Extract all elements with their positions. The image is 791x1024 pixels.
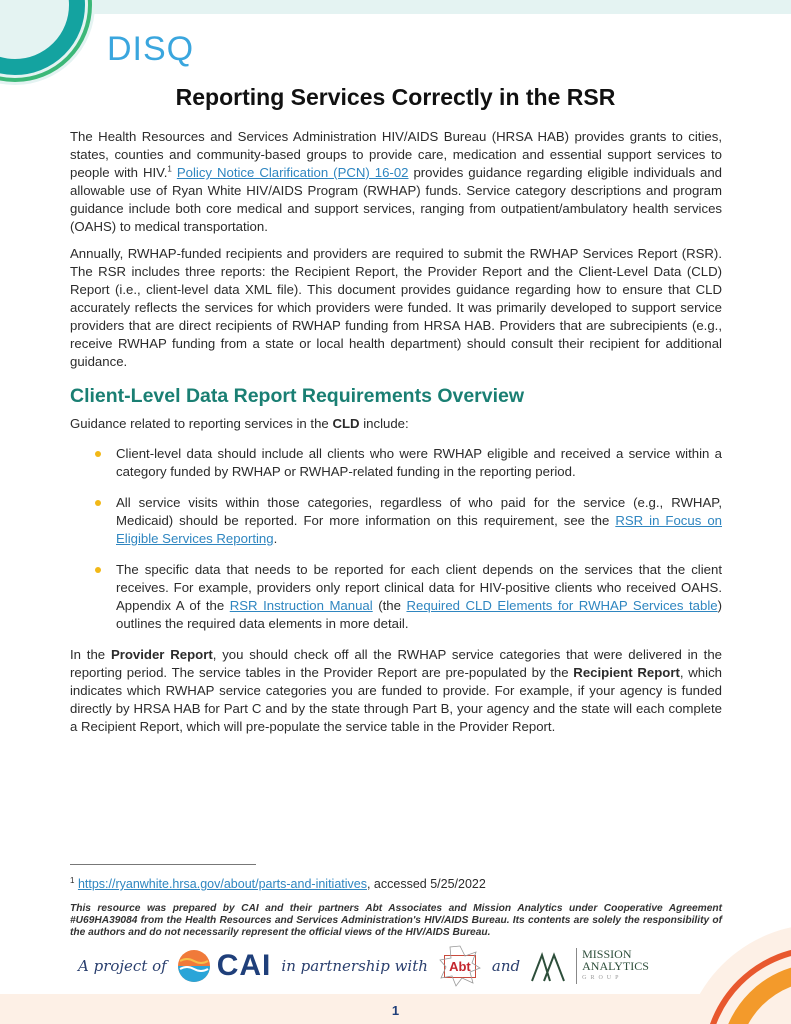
section-heading: Client-Level Data Report Requirements Overview (70, 385, 525, 407)
requirements-list (70, 445, 722, 633)
project-of-text: A project of (78, 957, 167, 975)
document-body (70, 128, 722, 745)
abt-star-icon (438, 944, 482, 988)
abt-logo: Abt (438, 944, 482, 988)
section-lead: Guidance related to reporting services in the CLD include: (70, 416, 409, 431)
closing-paragraph: In the Provider Report, you should check off all the RWHAP service categories that were delivered in the reporting period. The service tables in the Provider Report are pre-populated by the Recipient Report, which indicates which RWHAP service categories you are funded to provide. For example, if your agency is funded directly by HRSA HAB for Part C and by the state through Part B, your agency and the state will each complete a Recipient Report, which will pre-populate the service table in the Provider Report. (70, 647, 722, 734)
cai-emblem-icon (177, 949, 211, 983)
rsr-instruction-manual-link[interactable]: RSR Instruction Manual (229, 598, 373, 613)
list-item: The specific data that needs to be reported for each client depends on the services that the client receives. For example, providers only report clinical data for HIV-positive clients who received OAHS. Appendix A of the RSR Instruction Manual (the Required CLD Elements for RWHAP Services table) outlines the required data elements in more detail. (70, 561, 722, 633)
partner-logos (78, 943, 649, 989)
mission-emblem-icon (530, 949, 570, 983)
list-item: All service visits within those categories, regardless of who paid for the service (e.g., RWHAP, Medicaid) should be reported. For more information on this requirement, see the RSR in Focus on Eligible Services Reporting. (70, 494, 722, 548)
funding-disclaimer: This resource was prepared by CAI and their partners Abt Associates and Mission Analytics under Cooperative Agreement #U69HA39084 from the Health Resources and Services Administration's HIV/AIDS Bureau. Its contents are solely the responsibility of the authors and do not necessarily represent the official views of the HIV/AIDS Bureau. (70, 903, 722, 938)
footnote: $^1$ https://ryanwhite.hrsa.gov/about/parts-and-initiatives, accessed 5/25/2022 (70, 875, 486, 891)
top-decorative-band (0, 0, 791, 14)
required-cld-elements-link[interactable]: Required CLD Elements for RWHAP Services table (406, 598, 718, 613)
bullet-icon (95, 567, 101, 573)
page-number: 1 (391, 1003, 400, 1018)
footnote-ref: 1 (167, 164, 172, 174)
logo-text: DISQ (107, 29, 195, 68)
intro-paragraph-2: Annually, RWHAP-funded recipients and providers are required to submit the RWHAP Services Report (RSR). The RSR includes three reports: the Recipient Report, the Provider Report and the Client-Level Data (CLD) Report (i.e., client-level data XML file). This document provides guidance regarding how to ensure that CLD accurately reflects the services for which providers were funded. It was primarily developed to support service providers that are direct recipients of RWHAP funding from HRSA HAB. Providers that are subrecipients (e.g., receive RWHAP funding from a state or local health department) should consult their recipient for additional guidance. (70, 246, 722, 369)
disq-logo (107, 30, 194, 68)
and-text: and (491, 957, 521, 975)
mission-analytics-logo: MISSION ANALYTICS GROUP (530, 948, 649, 984)
footnote-link[interactable]: https://ryanwhite.hrsa.gov/about/parts-and-initiatives (77, 877, 367, 891)
cai-logo: CAI (177, 949, 272, 983)
teal-arc-decoration-icon (0, 0, 100, 90)
list-item: Client-level data should include all clients who were RWHAP eligible and received a service within a category funded by RWHAP or RWHAP-related funding in the reporting period. (70, 445, 722, 481)
bullet-icon (95, 451, 101, 457)
in-partnership-text: in partnership with (281, 957, 428, 975)
rsr-in-focus-link[interactable]: RSR in Focus on Eligible Services Reporting (116, 513, 722, 546)
intro-paragraph-1: The Health Resources and Services Administration HIV/AIDS Bureau (HRSA HAB) provides grants to cities, states, counties and community-based groups to provide care, medication and essential support services to people with HIV.$^1$ Policy Notice Clarification (PCN) 16-02 provides guidance regarding eligible individuals and allowable use of Ryan White HIV/AIDS Program (RWHAP) funds. Service category descriptions and program guidance include both core medical and support services, ranging from outpatient/ambulatory health services (OAHS) to medical transportation. (70, 129, 722, 234)
bullet-icon (95, 500, 101, 506)
pcn-link[interactable]: Policy Notice Clarification (PCN) 16-02 (176, 165, 409, 180)
page-title: Reporting Services Correctly in the RSR (175, 84, 616, 110)
footnote-divider (70, 864, 256, 865)
